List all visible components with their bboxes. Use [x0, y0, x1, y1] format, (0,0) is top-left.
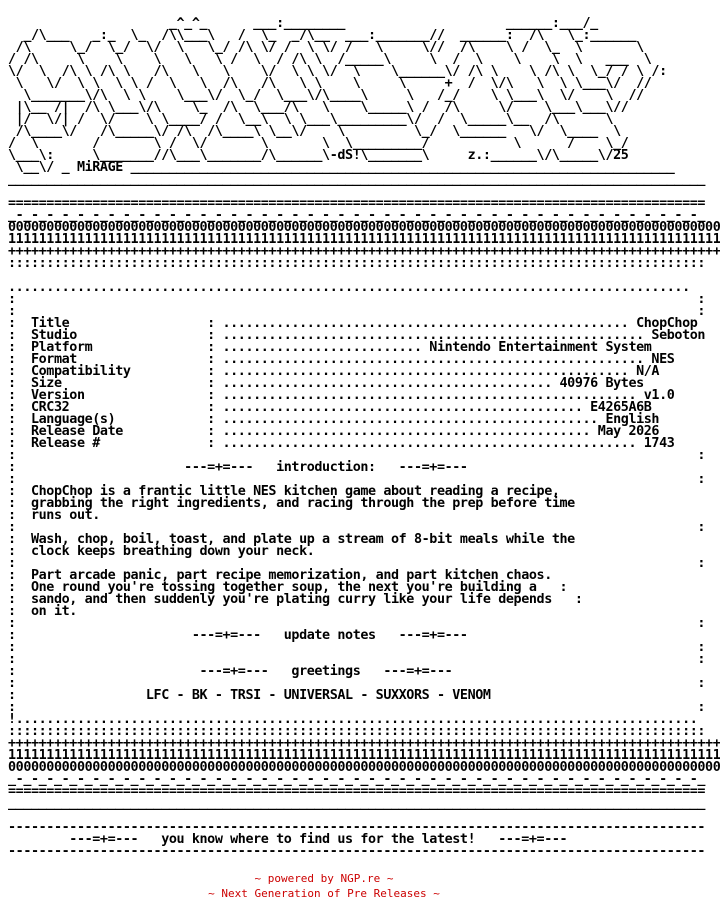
nfo-line: : ---=+=--- greetings ---=+=---	[8, 664, 453, 679]
nfo-line: !.........................................................................................	[8, 712, 698, 727]
nfo-line: -------------------------------------------------------------------------------------------	[8, 820, 706, 835]
nfo-line: _/\___ _:_ \_ /\\___\ / \_ _/\__ ___:_______// ______: /\ \_:______	[8, 28, 637, 43]
nfo-line: / \ / \ / \/ \ \ \_________/ \ / \_/	[8, 136, 629, 151]
nfo-text-block	[8, 18, 720, 858]
nfo-line: : Part arcade panic, part recipe memorization, and part kitchen chaos.	[8, 568, 552, 583]
nfo-line: / /\ \ \ \ \ \ / \ / /\ \ /_____\ \ / \ \ \ \ ___ \	[8, 52, 652, 67]
nfo-line: 111111111111111111111111111111111111111111111111111111111111111111111111111111111111111111111	[8, 232, 720, 247]
nfo-line: 000000000000000000000000000000000000000000000000000000000000000000000000000000000000000000000	[8, 220, 720, 235]
nfo-line: ===========================================================================================	[8, 196, 706, 211]
nfo-line: ___________________________________________________________________________________________	[8, 172, 706, 187]
nfo-line: : Platform : .......................... Nintendo Entertainment System	[8, 340, 652, 355]
nfo-line: : :	[8, 472, 706, 487]
nfo-line: : clock keeps breathing down your neck.	[8, 544, 315, 559]
nfo-line: \/ \ /\ \ /\ \ /\ \ \ \/ \ \ \/ \ \______\/ /\ \ \ /\ \ \_/ / \ /:	[8, 64, 667, 79]
nfo-line: /\ \_/ \_/ \/ \ \_/ /\ \/ / \ \/ / \ \// /\ \ / \_ \ \	[8, 40, 644, 55]
nfo-line: \___\: \_______//\___\_______/\______\-dS!\_______\ z.:______\/\_____\/25	[8, 148, 629, 163]
nfo-line: +++++++++++++++++++++++++++++++++++++++++++++++++++++++++++++++++++++++++++++++++++++++++++++	[8, 244, 720, 259]
nfo-line: 000000000000000000000000000000000000000000000000000000000000000000000000000000000000000000000	[8, 760, 720, 775]
nfo-line: : :	[8, 652, 706, 667]
nfo-line: \ \/ \ \ \ \ / \ \ /\ /\ \ \ \ \ + / \/\ \ \ \___\/ //	[8, 76, 652, 91]
nfo-line: : :	[8, 640, 706, 655]
nfo-line: ===========================================================================================	[8, 784, 706, 799]
nfo-line: : :	[8, 616, 706, 631]
nfo-line: : runs out.	[8, 508, 100, 523]
nfo-line: : Wash, chop, boil, toast, and plate up a stream of 8-bit meals while the	[8, 532, 575, 547]
nfo-line: : Version : ...................................................... v1.0	[8, 388, 675, 403]
nfo-line: +++++++++++++++++++++++++++++++++++++++++++++++++++++++++++++++++++++++++++++++++++++++++++++	[8, 736, 720, 751]
nfo-line: :::::::::::::::::::::::::::::::::::::::::::::::::::::::::::::::::::::::::::::::::::::::::::	[8, 724, 706, 739]
nfo-line: :::::::::::::::::::::::::::::::::::::::::::::::::::::::::::::::::::::::::::::::::::::::::::	[8, 256, 706, 271]
nfo-line: : Compatibility : ..................................................... N/A	[8, 364, 660, 379]
nfo-line: ---=+=--- you know where to find us for the latest! ---=+=---	[8, 832, 568, 847]
nfo-line: : CRC32 : ............................................... E4265A6B	[8, 400, 652, 415]
nfo-line: : sando, and then suddenly you're plating curry like your life depends :	[8, 592, 583, 607]
nfo-line: : grabbing the right ingredients, and racing through the prep before time	[8, 496, 575, 511]
nfo-line: : LFC - BK - TRSI - UNIVERSAL - SUXXORS - VENOM	[8, 688, 491, 703]
nfo-line: : on it.	[8, 604, 77, 619]
nfo-line: 111111111111111111111111111111111111111111111111111111111111111111111111111111111111111111111	[8, 748, 720, 763]
nfo-line: ___________________________________________________________________________________________	[8, 796, 706, 811]
nfo-line: : :	[8, 676, 706, 691]
nfo-line: _-_-_-_-_-_-_-_-_-_-_-_-_-_-_-_-_-_-_-_-_-_-_-_-_-_-_-_-_-_-_-_-_-_-_-_-_-_-_-_-_-_-_-_-_-_	[8, 772, 706, 787]
nfo-line: : Title : ..................................................... ChopChop	[8, 316, 698, 331]
nfo-line: _^_^_ ___:________ ______:___/_	[8, 16, 598, 31]
powered-by-link[interactable]: ~ powered by NGP.re ~	[254, 872, 394, 885]
nfo-line: |/ \/| / \/ \ \____/ / \__\ \ \___\_________\/ / \_____\__ /\ \	[8, 112, 614, 127]
nfo-line: : One round you're tossing together soup, the next you're building a :	[8, 580, 568, 595]
nfo-line: /\____\/ /\_____\/ /\ /\____\ \__\/ \ \_/ \______ \/ \____ \	[8, 124, 621, 139]
nfo-line: : Language(s) : ................................................. English	[8, 412, 660, 427]
nfo-line: _-_-_-_-_-_-_-_-_-_-_-_-_-_-_-_-_-_-_-_-_-_-_-_-_-_-_-_-_-_-_-_-_-_-_-_-_-_-_-_-_-_-_-_-_-_	[8, 208, 706, 223]
nfo-line: : Studio : ....................................................... Seboton	[8, 328, 706, 343]
nfo-line: \_______\/\ \ \ \___\/ \_/ \___\/\____\ \ /_/ \ \___\ \/ \ //	[8, 88, 644, 103]
nfo-line: : Format : ....................................................... NES	[8, 352, 675, 367]
nfo-line: |\__ /| /\ \___\/\ \_ /\ \___/\ \ \_____\ / /\ \/ \___\___\//	[8, 100, 629, 115]
nfo-line: : Release Date : ................................................ May 2026	[8, 424, 660, 439]
nfo-line: : :	[8, 520, 706, 535]
nfo-line: .........................................................................................	[8, 280, 690, 295]
nfo-line: : Release # : ...................................................... 1743	[8, 436, 675, 451]
nfo-line: : Size : ........................................... 40976 Bytes	[8, 376, 644, 391]
nfo-line: : ---=+=--- update notes ---=+=---	[8, 628, 468, 643]
tagline-text: ~ Next Generation of Pre Releases ~	[208, 887, 440, 900]
nfo-line: : :	[8, 448, 706, 463]
nfo-line: : :	[8, 304, 706, 319]
nfo-line: : ---=+=--- introduction: ---=+=---	[8, 460, 468, 475]
nfo-line: : :	[8, 292, 706, 307]
nfo-line: : ChopChop is a frantic little NES kitchen game about reading a recipe,	[8, 484, 560, 499]
nfo-line: : :	[8, 556, 706, 571]
nfo-line: \__\/ _ MiRAGE _______________________________________________________________________	[8, 160, 675, 175]
nfo-line: -------------------------------------------------------------------------------------------	[8, 844, 706, 859]
nfo-line: : :	[8, 700, 706, 715]
